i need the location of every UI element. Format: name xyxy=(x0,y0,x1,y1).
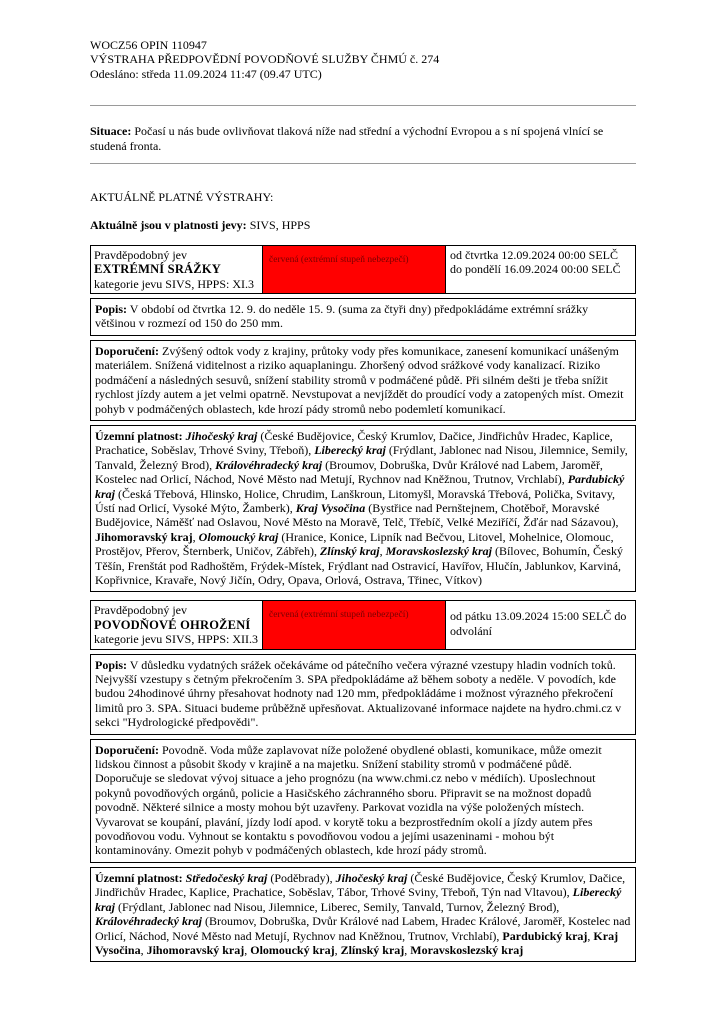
territory-box xyxy=(90,425,636,592)
active-value: SIVS, HPPS xyxy=(246,218,311,233)
situation-text: Počasí u nás bude ovlivňovat tlaková níže nad střední a východní Evropou a s ní spojená vlnící se studená fronta. xyxy=(90,124,604,153)
territory-box xyxy=(90,867,636,962)
territory-text xyxy=(95,429,628,587)
territory-localities: , xyxy=(192,529,199,544)
event-row xyxy=(90,600,636,649)
region-name: Olomoucký kraj xyxy=(250,942,335,957)
divider xyxy=(90,105,636,106)
description-label: Popis: xyxy=(95,302,128,317)
territory-localities: (Česká Třebová, Hlinsko, Holice, Chrudim, Lanškroun, Litomyšl, Moravská Třebová, Polička, Svitavy, Ústí nad Orlicí, Vysoké Mýto, Žamberk), xyxy=(95,486,616,515)
region-name: Moravskoslezský kraj xyxy=(385,544,492,559)
event-row xyxy=(90,245,636,294)
region-name: Moravskoslezský kraj xyxy=(410,942,524,957)
event-category: kategorie jevu SIVS, HPPS: XII.3 xyxy=(94,632,258,647)
event-probability: Pravděpodobný jev xyxy=(94,603,187,618)
recommendation-label: Doporučení: xyxy=(95,742,159,757)
region-name: Kraj Vysočina xyxy=(295,500,366,515)
region-name: Královéhradecký kraj xyxy=(215,457,323,472)
warning-flood-threat xyxy=(90,600,636,962)
current-warnings-heading: AKTUÁLNĚ PLATNÉ VÝSTRAHY: xyxy=(90,190,274,205)
territory-label: Územní platnost: xyxy=(95,870,183,885)
region-name: Liberecký kraj xyxy=(314,443,386,458)
territory-label: Územní platnost: xyxy=(95,428,183,443)
territory-localities: , xyxy=(379,544,386,559)
recommendation-box xyxy=(90,739,636,863)
description-label: Popis: xyxy=(95,657,128,672)
header-block xyxy=(90,38,636,81)
territory-localities: , xyxy=(587,928,594,943)
region-name: Královéhradecký kraj xyxy=(95,914,202,929)
event-info xyxy=(91,601,263,648)
territory-localities: (Bílovec, Bohumín, Český Těšín, Frenštát pod Radhoštěm, Frýdek-Místek, Frýdlant nad Ostravicí, Havířov, Hlučín, Jablunkov, Karviná, Kopřivnice, Kravaře, Nový Jičín, Odry, Opava, Orlová, Ostrava, Třinec, Vítkov) xyxy=(95,544,623,587)
event-validity: od čtvrtka 12.09.2024 00:00 SELČ do pondělí 16.09.2024 00:00 SELČ xyxy=(450,247,621,277)
document-title: VÝSTRAHA PŘEDPOVĚDNÍ POVODŇOVÉ SLUŽBY ČHMÚ č. 274 xyxy=(90,52,440,67)
territory-localities: , xyxy=(404,942,411,957)
territory-localities: (Frýdlant, Jablonec nad Nisou, Jilemnice, Liberec, Semily, Tanvald, Turnov, Železný Brod), xyxy=(115,899,560,914)
region-name: Zlínský kraj xyxy=(340,942,405,957)
sent-timestamp: Odesláno: středa 11.09.2024 11:47 (09.47 UTC) xyxy=(90,66,322,81)
territory-localities: (Bystřice nad Pernštejnem, Chotěboř, Moravské Budějovice, Náměšť nad Oslavou, Nové Město na Moravě, Telč, Třebíč, Velké Meziříčí, Žďár nad Sázavou), xyxy=(95,500,619,530)
territory-localities: (České Budějovice, Český Krumlov, Dačice, Jindřichův Hradec, Kaplice, Prachatice, Soběslav, Trhové Sviny, Třeboň), xyxy=(95,428,613,458)
region-name: Pardubický kraj xyxy=(95,472,625,501)
warning-extreme-rainfall xyxy=(90,245,636,593)
recommendation-text: Povodně. Voda může zaplavovat níže položené obydlené oblasti, komunikace, může omezit lidskou činnost a působit škody v krajině a na majetku. Snížení stability stromů v podmáčené půdě. Doporučuje se sledovat vývoj situace a jeho prognózu (na www.chmi.cz nebo v médiích). Uposlechnout pokynů povodňových orgánů, policie a Hasičského záchranného sboru. Připravit se na možnost dopadů povodně. Některé silnice a mosty mohou být uzavřeny. Parkovat vozidla na výše položených místech. Vyvarovat se koupání, plavání, jízdy lodí apod. v korytě toku a bezprostředním okolí a jízdy autem přes povodňovou vodu. Vyhnout se kontaktu s povodňovou vodou a jejími usazeninami - mohou být kontaminovány. Omezit pohyb v podmáčených oblastech, kde hrozí pády stromů. xyxy=(95,742,602,858)
territory-localities: , xyxy=(334,942,341,957)
situation-label: Situace: xyxy=(90,124,132,139)
region-name: Jihomoravský kraj xyxy=(95,529,193,544)
description-box xyxy=(90,654,636,735)
region-name: Pardubický kraj xyxy=(502,928,588,943)
territory-localities: (Broumov, Dobruška, Dvůr Králové nad Labem, Jaroměř, Kostelec nad Orlicí, Náchod, Nové Město nad Metují, Rychnov nad Kněžnou, Trutnov, Vrchlabí), xyxy=(95,457,603,487)
recommendation-text: Zvýšený odtok vody z krajiny, průtoky vody přes komunikace, zanesení komunikací unášeným materiálem. Snížená viditelnost a riziko aquaplaningu. Zhoršený odvod srážkové vody kanalizací. Riziko podmáčení a následných sesuvů, snížení stability stromů v podmáčené půdě. Při silném dešti je třeba snížit rychlost jízdy autem a jet velmi opatrně. Nevstupovat a nevjíždět do proudící vody a zatopených míst. Omezit pohyb v podmáčených oblastech, kde hrozí pády stromů nebo podemletí komunikací. xyxy=(95,343,624,416)
active-label: Aktuálně jsou v platnosti jevy: xyxy=(90,218,247,233)
document-page xyxy=(90,38,636,962)
region-name: Olomoucký kraj xyxy=(198,529,279,544)
region-name: Jihočeský kraj xyxy=(185,428,258,443)
situation-paragraph xyxy=(90,124,636,153)
region-name: Středočeský kraj xyxy=(185,870,268,885)
territory-localities: , xyxy=(140,942,147,957)
recommendation-box xyxy=(90,340,636,421)
region-name: Liberecký kraj xyxy=(95,885,622,914)
territory-localities: , xyxy=(244,942,251,957)
event-validity: od pátku 13.09.2024 15:00 SELČ do odvolání xyxy=(450,609,627,638)
region-name: Jihočeský kraj xyxy=(335,870,408,885)
region-name: Kraj Vysočina xyxy=(95,928,619,957)
recommendation-label: Doporučení: xyxy=(95,343,159,358)
message-code: WOCZ56 OPIN 110947 xyxy=(90,38,207,52)
warning-level-badge: červená (extrémní stupeň nebezpečí) xyxy=(263,246,446,293)
description-box xyxy=(90,298,636,336)
territory-localities: (Poděbrady), xyxy=(267,870,336,885)
description-text: V období od čtvrtka 12. 9. do neděle 15. 9. (suma za čtyři dny) předpokládáme extrémní srážky většinou v rozmezí od 150 do 250 mm. xyxy=(95,302,589,331)
territory-localities: (Frýdlant, Jablonec nad Nisou, Jilemnice, Semily, Tanvald, Železný Brod), xyxy=(95,443,628,472)
event-name: POVODŇOVÉ OHROŽENÍ xyxy=(94,617,251,632)
territory-localities: (Broumov, Dobruška, Dvůr Králové nad Labem, Hradec Králové, Jaroměř, Kostelec nad Orlicí, Náchod, Nové Město nad Metují, Rychnov nad Kněžnou, Trutnov, Vrchlabí), xyxy=(95,914,631,943)
active-phenomena xyxy=(90,218,636,232)
region-name: Jihomoravský kraj xyxy=(146,942,245,957)
event-category: kategorie jevu SIVS, HPPS: XI.3 xyxy=(94,276,254,291)
territory-localities: (České Budějovice, Český Krumlov, Dačice, Jindřichův Hradec, Kaplice, Prachatice, Soběslav, Tábor, Trhové Sviny, Třeboň, Týn nad Vltavou), xyxy=(95,870,626,900)
event-info xyxy=(91,246,263,293)
description-text: V důsledku vydatných srážek očekáváme od pátečního večera výrazné vzestupy hladin vodních toků. Nejvyšší vzestupy s četným překročením 3. SPA předpokládáme až během soboty a neděle. V povodích, kde budou 24hodinové úhrny přesahovat hodnoty nad 120 mm, předpokládáme i možnost výrazného překročení limitů pro 3. SPA. Situaci budeme průběžně upřesňovat. Aktualizované informace najdete na hydro.chmi.cz v sekci "Hydrologické předpovědi". xyxy=(95,657,622,730)
event-name: EXTRÉMNÍ SRÁŽKY xyxy=(94,262,221,277)
territory-localities: (Hranice, Konice, Lipník nad Bečvou, Litovel, Mohelnice, Olomouc, Prostějov, Přerov, Šternberk, Uničov, Zábřeh), xyxy=(95,529,614,559)
region-name: Zlínský kraj xyxy=(319,544,380,559)
warning-level-badge: červená (extrémní stupeň nebezpečí) xyxy=(263,601,446,648)
divider xyxy=(90,163,636,164)
event-probability: Pravděpodobný jev xyxy=(94,247,187,262)
